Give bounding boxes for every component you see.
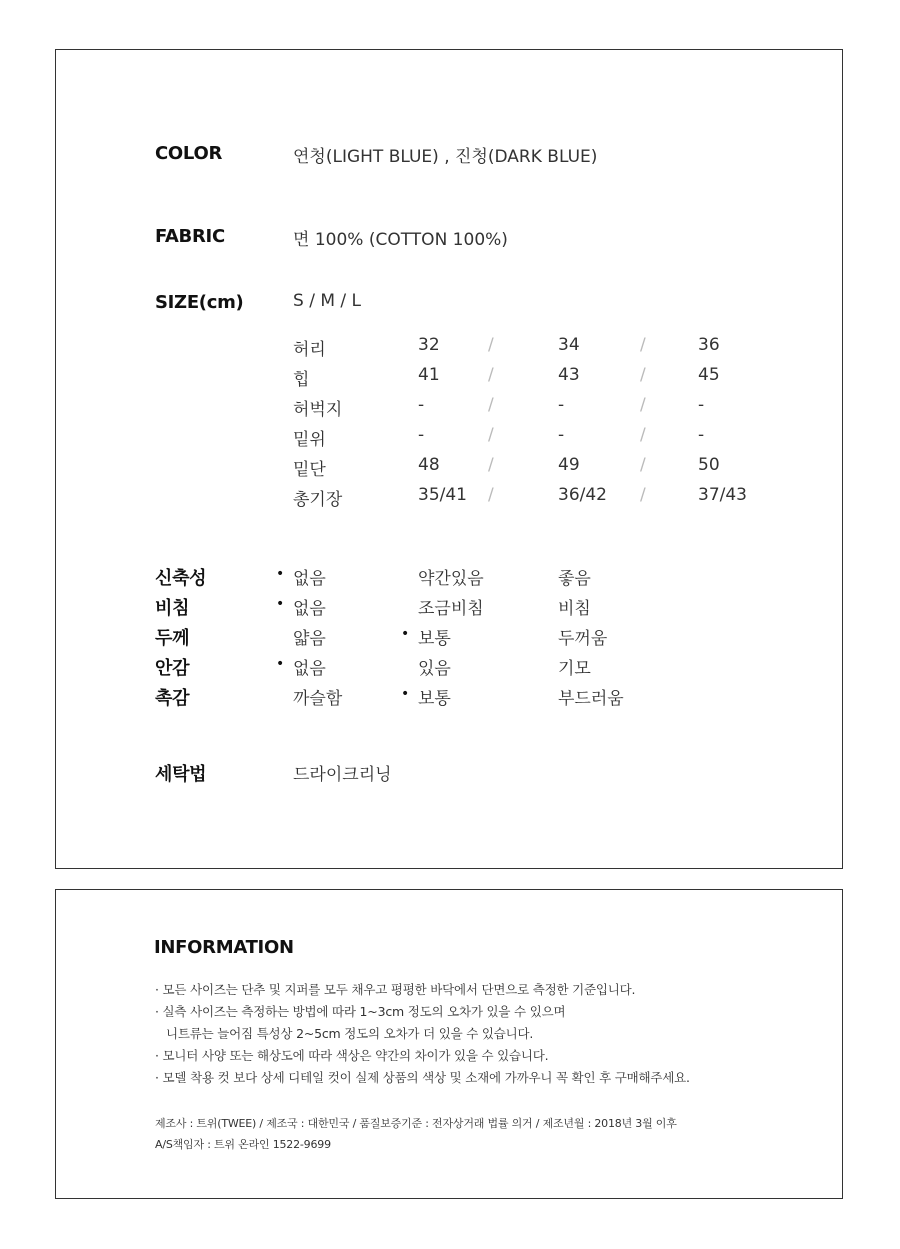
wash-value: 드라이크리닝 xyxy=(293,765,392,785)
size-separator: / xyxy=(488,455,494,475)
attribute-option: 보통 xyxy=(418,689,451,709)
size-m-value: - xyxy=(558,395,565,415)
size-m-value: 36/42 xyxy=(558,485,607,505)
size-separator: / xyxy=(640,485,646,505)
attribute-option: 까슬함 xyxy=(293,689,343,709)
attribute-label: 비침 xyxy=(155,598,190,619)
size-label: SIZE(cm) xyxy=(155,292,244,313)
size-l-value: 45 xyxy=(698,365,720,385)
size-m-value: - xyxy=(558,425,565,445)
attribute-option: 두꺼움 xyxy=(558,629,608,649)
size-separator: / xyxy=(488,365,494,385)
size-row-name: 밑위 xyxy=(293,430,326,450)
wash-label: 세탁법 xyxy=(155,764,207,785)
selected-bullet: • xyxy=(401,626,410,642)
size-separator: / xyxy=(640,455,646,475)
attribute-option: 좋음 xyxy=(558,569,591,589)
size-row-name: 총기장 xyxy=(293,490,343,510)
size-separator: / xyxy=(640,425,646,445)
attribute-option: 약간있음 xyxy=(418,569,484,589)
attribute-option: 보통 xyxy=(418,629,451,649)
size-separator: / xyxy=(488,485,494,505)
attribute-option: 부드러움 xyxy=(558,689,624,709)
fabric-value: 면 100% (COTTON 100%) xyxy=(293,230,508,250)
size-row-name: 힙 xyxy=(293,370,310,390)
size-row-name: 밑단 xyxy=(293,460,326,480)
color-value: 연청(LIGHT BLUE) , 진청(DARK BLUE) xyxy=(293,147,598,167)
size-s-value: - xyxy=(418,425,425,445)
information-line: · 모니터 사양 또는 해상도에 따라 색상은 약간의 차이가 있을 수 있습니다. xyxy=(155,1048,549,1063)
size-l-value: 36 xyxy=(698,335,720,355)
selected-bullet: • xyxy=(276,596,285,612)
selected-bullet: • xyxy=(401,686,410,702)
attribute-label: 신축성 xyxy=(155,568,207,589)
size-s-value: 48 xyxy=(418,455,440,475)
information-line: · 모든 사이즈는 단추 및 지퍼를 모두 채우고 평평한 바닥에서 단면으로 측정한 기준입니다. xyxy=(155,982,636,997)
attribute-option: 비침 xyxy=(558,599,591,619)
selected-bullet: • xyxy=(276,566,285,582)
size-l-value: 37/43 xyxy=(698,485,747,505)
size-s-value: 35/41 xyxy=(418,485,467,505)
information-title: INFORMATION xyxy=(154,937,294,958)
size-row-name: 허리 xyxy=(293,340,326,360)
size-separator: / xyxy=(640,365,646,385)
size-separator: / xyxy=(640,335,646,355)
size-row-name: 허벅지 xyxy=(293,400,343,420)
size-m-value: 34 xyxy=(558,335,580,355)
attribute-option: 조금비침 xyxy=(418,599,484,619)
size-s-value: - xyxy=(418,395,425,415)
information-line: 니트류는 늘어짐 특성상 2~5cm 정도의 오차가 더 있을 수 있습니다. xyxy=(166,1026,534,1041)
size-separator: / xyxy=(488,395,494,415)
attribute-option: 없음 xyxy=(293,659,326,679)
information-line: · 모델 착용 컷 보다 상세 디테일 컷이 실제 상품의 색상 및 소재에 가까우니 꼭 확인 후 구매해주세요. xyxy=(155,1070,690,1085)
attribute-option: 없음 xyxy=(293,569,326,589)
size-separator: / xyxy=(640,395,646,415)
selected-bullet: • xyxy=(276,656,285,672)
attribute-label: 촉감 xyxy=(155,688,190,709)
size-s-value: 41 xyxy=(418,365,440,385)
product-spec-panel xyxy=(55,49,843,869)
information-line: · 실측 사이즈는 측정하는 방법에 따라 1~3cm 정도의 오차가 있을 수 있으며 xyxy=(155,1004,566,1019)
size-separator: / xyxy=(488,335,494,355)
color-label: COLOR xyxy=(155,143,223,164)
size-m-value: 49 xyxy=(558,455,580,475)
size-s-value: 32 xyxy=(418,335,440,355)
size-l-value: 50 xyxy=(698,455,720,475)
size-l-value: - xyxy=(698,395,705,415)
information-panel xyxy=(55,889,843,1199)
fabric-label: FABRIC xyxy=(155,226,225,247)
as-contact-info: A/S책임자 : 트위 온라인 1522-9699 xyxy=(155,1138,331,1151)
attribute-option: 기모 xyxy=(558,659,591,679)
size-m-value: 43 xyxy=(558,365,580,385)
size-value: S / M / L xyxy=(293,291,361,311)
manufacturer-info: 제조사 : 트위(TWEE) / 제조국 : 대한민국 / 품질보증기준 : 전자상거래 법률 의거 / 제조년월 : 2018년 3월 이후 xyxy=(155,1117,677,1130)
attribute-label: 안감 xyxy=(155,658,190,679)
attribute-option: 있음 xyxy=(418,659,451,679)
attribute-option: 없음 xyxy=(293,599,326,619)
size-separator: / xyxy=(488,425,494,445)
attribute-option: 얇음 xyxy=(293,629,326,649)
size-l-value: - xyxy=(698,425,705,445)
attribute-label: 두께 xyxy=(155,628,190,649)
